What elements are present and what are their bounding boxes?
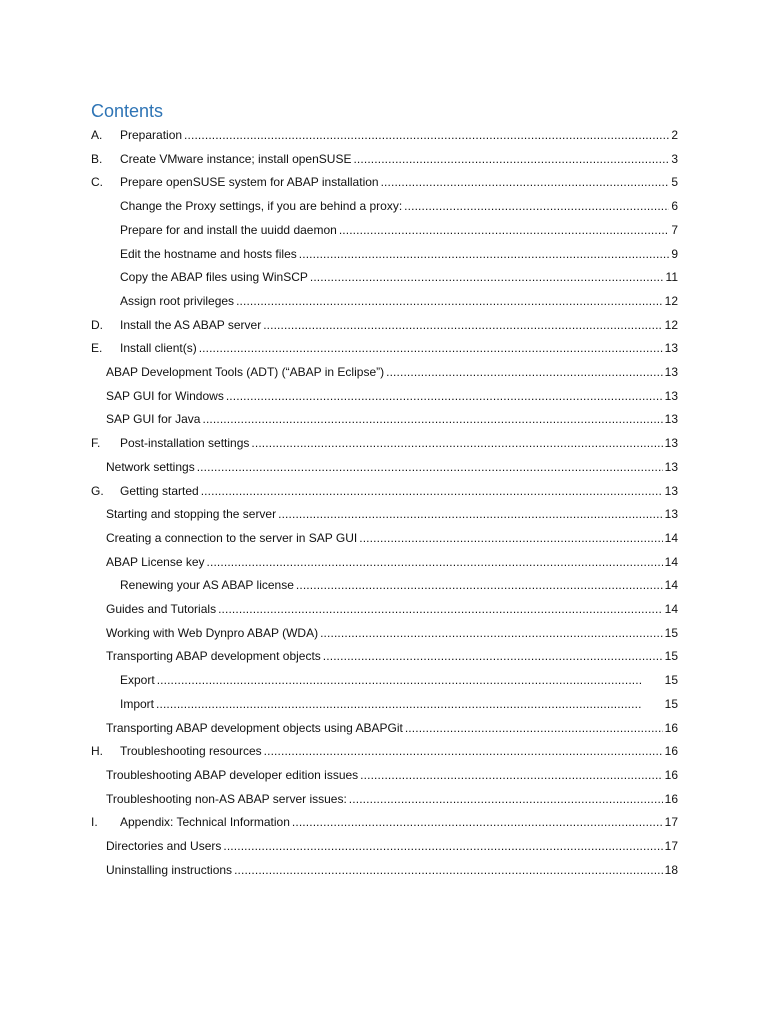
toc-entry[interactable] <box>106 455 678 479</box>
toc-entry-page-number: 6 <box>671 199 678 214</box>
toc-entry-page-number: 18 <box>664 862 678 877</box>
toc-entry-title: Edit the hostname and hosts files <box>120 246 297 261</box>
toc-dot-leader <box>157 673 663 687</box>
toc-dot-leader <box>156 697 663 711</box>
toc-dot-leader <box>353 152 669 166</box>
toc-dot-leader <box>405 721 663 735</box>
toc-entry-page-number: 16 <box>664 744 678 759</box>
toc-entry-page-number: 13 <box>664 341 678 356</box>
toc-entry-title: SAP GUI for Java <box>106 412 201 427</box>
toc-entry-page-number: 16 <box>664 791 678 806</box>
toc-entry-title: Network settings <box>106 459 195 474</box>
toc-entry-number: D. <box>91 317 103 332</box>
toc-entry-title: Getting started <box>120 483 199 498</box>
toc-entry[interactable] <box>91 147 678 171</box>
toc-dot-leader <box>381 175 670 189</box>
toc-dot-leader <box>199 341 663 355</box>
toc-dot-leader <box>386 365 663 379</box>
toc-dot-leader <box>207 555 663 569</box>
toc-dot-leader <box>349 792 663 806</box>
toc-entry-number: A. <box>91 128 103 142</box>
toc-entry-title: Renewing your AS ABAP license <box>120 578 294 593</box>
toc-dot-leader <box>264 744 663 758</box>
toc-entry[interactable] <box>106 787 678 811</box>
toc-entry-title: Assign root privileges <box>120 293 235 308</box>
toc-entry[interactable] <box>106 858 678 882</box>
toc-entry-page-number: 14 <box>664 554 678 569</box>
toc-dot-leader <box>310 270 664 284</box>
toc-entry[interactable] <box>120 692 678 716</box>
toc-entry-page-number: 13 <box>664 388 678 403</box>
toc-entry[interactable] <box>120 242 678 266</box>
toc-dot-leader <box>299 247 670 261</box>
toc-entry-number: H. <box>91 744 103 759</box>
toc-dot-leader <box>320 626 663 640</box>
toc-entry-page-number: 14 <box>664 602 678 616</box>
toc-entry-title: Uninstalling instructions <box>106 862 233 877</box>
toc-entry-title: Import <box>120 696 155 711</box>
toc-entry-page-number: 16 <box>664 720 678 735</box>
toc-entry-title: ABAP Development Tools (ADT) (“ABAP in Eclipse”) <box>106 365 385 379</box>
toc-entry[interactable] <box>106 384 678 408</box>
toc-dot-leader <box>197 460 663 474</box>
toc-entry[interactable] <box>120 573 678 597</box>
toc-entry[interactable] <box>120 265 678 289</box>
toc-entry-title: Appendix: Technical Information <box>120 815 290 830</box>
toc-entry[interactable] <box>91 123 678 147</box>
toc-dot-leader <box>404 199 669 213</box>
toc-entry-page-number: 9 <box>671 246 678 261</box>
toc-entry[interactable] <box>106 621 678 645</box>
toc-entry[interactable] <box>120 194 678 218</box>
toc-dot-leader <box>226 389 663 403</box>
toc-entry-page-number: 13 <box>664 412 678 427</box>
toc-entry[interactable] <box>106 716 678 740</box>
toc-entry-title: Starting and stopping the server <box>106 507 277 522</box>
toc-dot-leader <box>251 436 662 450</box>
toc-dot-leader <box>202 412 662 426</box>
toc-entry-page-number: 13 <box>664 365 678 379</box>
toc-entry-title: SAP GUI for Windows <box>106 388 224 403</box>
toc-entry-page-number: 13 <box>664 436 678 451</box>
toc-entry-page-number: 12 <box>664 293 678 308</box>
toc-entry-number: E. <box>91 341 103 356</box>
toc-entry[interactable] <box>91 313 678 337</box>
toc-dot-leader <box>223 839 662 853</box>
toc-entry-page-number: 5 <box>671 175 678 190</box>
toc-entry[interactable] <box>106 360 678 384</box>
toc-entry-title: Copy the ABAP files using WinSCP <box>120 270 308 285</box>
toc-dot-leader <box>218 602 663 616</box>
toc-entry-page-number: 12 <box>664 317 678 332</box>
toc-dot-leader <box>201 484 663 498</box>
toc-entry-page-number: 17 <box>664 839 678 853</box>
toc-entry[interactable] <box>120 668 678 692</box>
toc-dot-leader <box>360 768 662 782</box>
toc-entry-page-number: 14 <box>664 530 678 545</box>
toc-entry-title: ABAP License key <box>106 554 205 569</box>
toc-entry-page-number: 15 <box>664 696 678 711</box>
toc-dot-leader <box>263 318 662 332</box>
toc-dot-leader <box>236 294 663 308</box>
toc-entry[interactable] <box>106 502 678 526</box>
toc-entry-page-number: 15 <box>664 649 678 664</box>
toc-entry-page-number: 15 <box>664 673 678 688</box>
toc-dot-leader <box>292 815 663 829</box>
toc-entry[interactable] <box>91 336 678 360</box>
toc-entry[interactable] <box>91 810 678 834</box>
toc-entry-number: G. <box>91 483 104 498</box>
toc-dot-leader <box>184 128 669 142</box>
toc-dot-leader <box>339 223 670 237</box>
toc-entry-title: Troubleshooting non-AS ABAP server issues: <box>106 791 347 806</box>
toc-entry[interactable] <box>106 763 678 787</box>
toc-entry-title: Install client(s) <box>120 341 197 356</box>
toc-entry-page-number: 7 <box>671 222 678 237</box>
toc-dot-leader <box>323 649 663 663</box>
toc-entry[interactable] <box>91 170 678 194</box>
toc-entry-title: Transporting ABAP development objects using ABAPGit <box>106 720 403 735</box>
toc-entry-number: F. <box>91 436 101 451</box>
toc-entry-title: Prepare openSUSE system for ABAP installation <box>120 175 379 190</box>
toc-entry-title: Create VMware instance; install openSUSE <box>120 151 352 166</box>
toc-entry[interactable] <box>91 739 678 763</box>
toc-entry-title: Prepare for and install the uuidd daemon <box>120 222 337 237</box>
toc-heading: Contents <box>91 101 164 121</box>
toc-entry-page-number: 13 <box>664 507 678 522</box>
toc-entry-title: Directories and Users <box>106 839 222 853</box>
toc-entry-title: Working with Web Dynpro ABAP (WDA) <box>106 625 319 640</box>
toc-entry[interactable] <box>106 644 678 668</box>
toc-entry[interactable] <box>106 550 678 574</box>
toc-dot-leader <box>296 578 663 592</box>
toc-dot-leader <box>278 507 663 521</box>
toc-dot-leader <box>359 531 662 545</box>
toc-entry-page-number: 17 <box>664 815 678 830</box>
toc-entry-page-number: 14 <box>664 578 678 593</box>
toc-entry[interactable] <box>106 526 678 550</box>
toc-entry-title: Troubleshooting ABAP developer edition issues <box>106 767 359 782</box>
toc-entry-title: Change the Proxy settings, if you are behind a proxy: <box>120 199 403 214</box>
toc-entry-title: Post-installation settings <box>120 436 250 451</box>
toc-entry[interactable] <box>91 479 678 503</box>
toc-entry-title: Troubleshooting resources <box>120 744 262 759</box>
toc-entry-page-number: 16 <box>664 767 678 782</box>
toc-entry-page-number: 11 <box>665 270 678 285</box>
toc-entry[interactable] <box>120 289 678 313</box>
toc-entry[interactable] <box>91 431 678 455</box>
toc-entry[interactable] <box>106 834 678 858</box>
toc-entry-title: Guides and Tutorials <box>106 602 217 616</box>
toc-entry-title: Transporting ABAP development objects <box>106 649 321 664</box>
toc-entry-number: B. <box>91 151 103 166</box>
toc-entry-number: I. <box>91 815 98 830</box>
toc-entry-title: Preparation <box>120 128 183 142</box>
toc-entry-page-number: 15 <box>664 625 678 640</box>
toc-entry-page-number: 13 <box>664 459 678 474</box>
toc-entry-page-number: 3 <box>671 151 678 166</box>
toc-entry[interactable] <box>106 597 678 621</box>
toc-entry-title: Creating a connection to the server in SAP GUI <box>106 530 358 545</box>
toc-entry-page-number: 2 <box>671 128 678 142</box>
toc-entry-number: C. <box>91 175 103 190</box>
toc-entry-title: Install the AS ABAP server <box>120 317 262 332</box>
toc-entry-title: Export <box>120 673 155 688</box>
toc-entry[interactable] <box>120 218 678 242</box>
toc-entry-page-number: 13 <box>664 483 678 498</box>
toc-entry[interactable] <box>106 407 678 431</box>
toc-dot-leader <box>234 863 663 877</box>
